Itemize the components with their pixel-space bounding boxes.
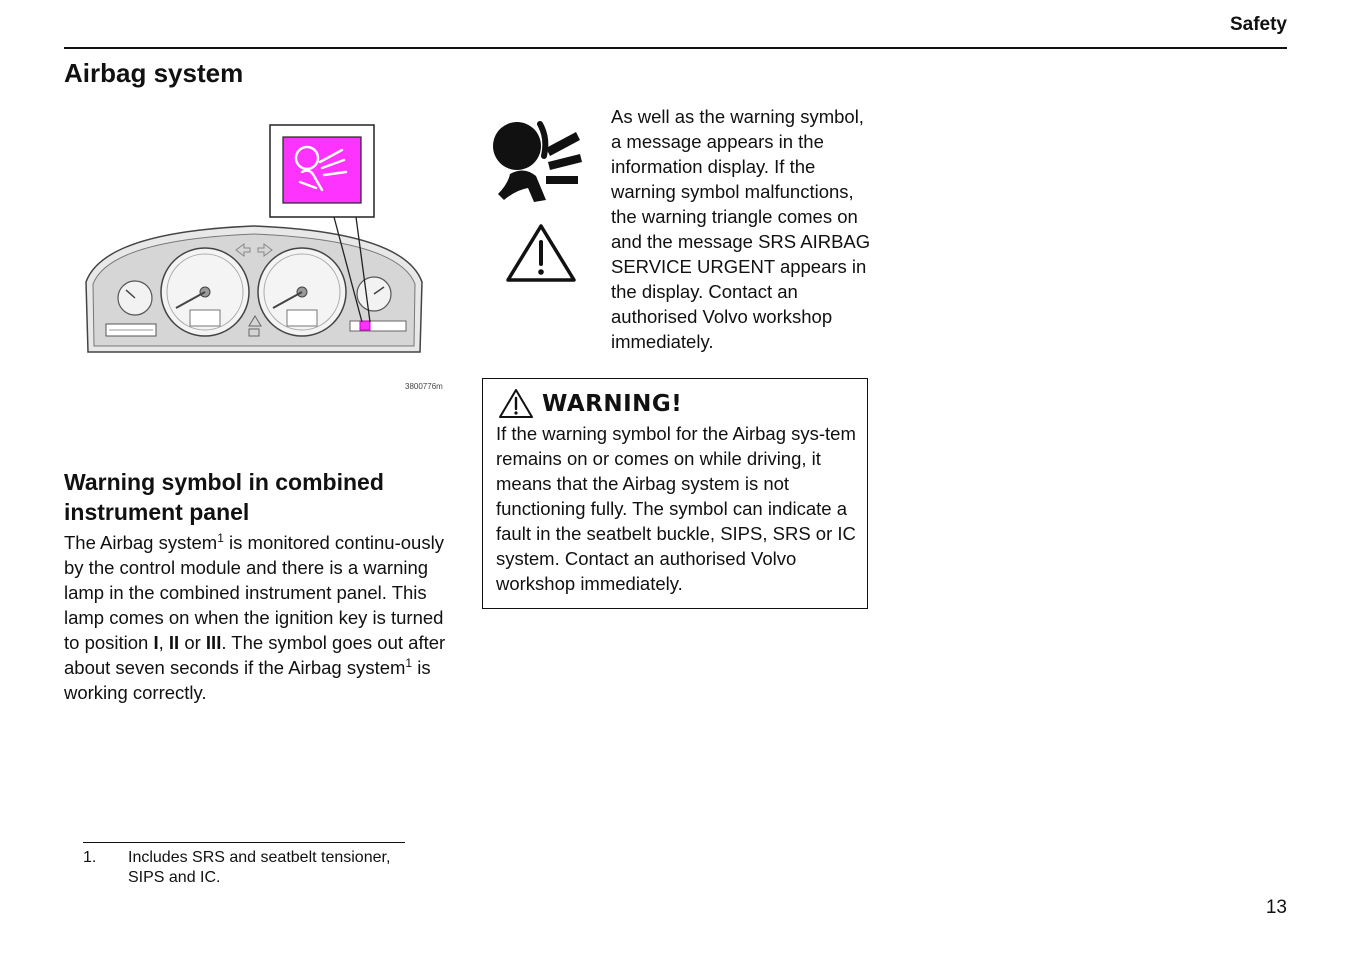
page-title: Airbag system (64, 58, 244, 88)
footnote-ref[interactable]: 1 (405, 656, 413, 670)
warning-title: WARNING! (542, 390, 683, 417)
footnote (83, 848, 423, 888)
footnote-text: Includes SRS and seatbelt tensioner, SIPS and IC. (128, 849, 391, 886)
header-rule (64, 47, 1287, 49)
airbag-warning-icon (488, 118, 584, 206)
warning-triangle-icon (505, 222, 577, 284)
section-heading: Warning symbol in combined instrument panel (64, 469, 384, 525)
page-number: 13 (1265, 897, 1287, 918)
warning-header (498, 388, 682, 419)
section-label: Safety (1229, 14, 1287, 35)
body-paragraph: The Airbag system$^1$ is monitored continu-ously by the control module and there is a warning lamp in the combined instrument panel. This lamp comes on when the ignition key is turned to position I, II or III. The symbol goes out after about seven seconds if the Airbag system$^1$ is working correctly. (64, 531, 446, 703)
instrument-panel-illustration (64, 112, 444, 402)
info-paragraph: As well as the warning symbol, a message appears in the information display. If the warning symbol malfunctions, the warning triangle comes on and the message SRS AIRBAG SERVICE URGENT appears in the display. Contact an authorised Volvo workshop immediately. (611, 106, 871, 352)
footnote-rule (83, 842, 405, 843)
footnote-ref[interactable]: 1 (217, 531, 224, 545)
figure-code: 3800776m (405, 382, 443, 391)
footnote-number: 1. (83, 849, 97, 866)
warning-triangle-icon (498, 388, 534, 419)
warning-text: If the warning symbol for the Airbag sys-tem remains on or comes on while driving, it means that the Airbag system is not functioning fully. The symbol can indicate a fault in the seatbelt buckle, SIPS, SRS or IC system. Contact an authorised Volvo workshop immediately. (496, 423, 856, 594)
